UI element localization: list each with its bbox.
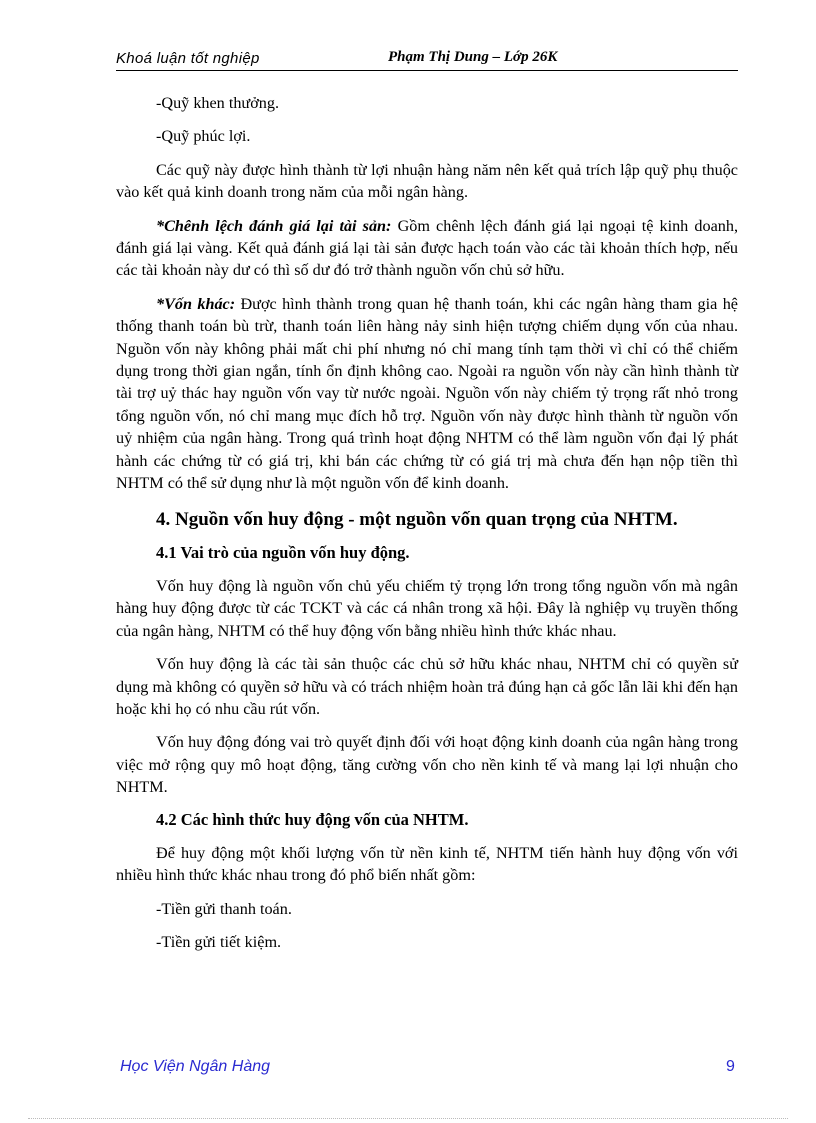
body-paragraph: Các quỹ này được hình thành từ lợi nhuận hàng năm nên kết quả trích lập quỹ phụ thuộc vào kết quả kinh doanh trong năm của mỗi ngân hàng. (116, 160, 738, 202)
section-heading: 4. Nguồn vốn huy động - một nguồn vốn quan trọng của NHTM. (156, 508, 678, 530)
paragraph-text: Gồm chênh lệch đánh giá lại ngoại tệ kinh doanh, đánh giá lại vàng. Kết quả đánh giá lại tài sản được hạch toán vào các tài khoản thích hợp, nếu các tài khoản này dư có thì số dư đó trở thành nguồn vốn chủ sở hữu. (116, 216, 738, 280)
subsection-heading: 4.1 Vai trò của nguồn vốn huy động. (156, 542, 410, 562)
footer-institution: Học Viện Ngân Hàng (120, 1058, 271, 1075)
header-title: Khoá luận tốt nghiệp (116, 50, 260, 67)
paragraph-lead: *Chênh lệch đánh giá lại tài sản: (156, 216, 392, 235)
page-bottom-divider (28, 1118, 788, 1119)
bullet-item: -Tiền gửi thanh toán. (156, 899, 292, 918)
body-paragraph (116, 215, 738, 282)
subsection-heading: 4.2 Các hình thức huy động vốn của NHTM. (156, 809, 469, 829)
header-author: Phạm Thị Dung – Lớp 26K (388, 49, 558, 65)
body-paragraph: Để huy động một khối lượng vốn từ nền kinh tế, NHTM tiến hành huy động vốn với nhiều hình thức khác nhau trong đó phổ biến nhất gồm: (116, 843, 738, 885)
paragraph-lead: *Vốn khác: (156, 294, 236, 313)
page-number: 9 (726, 1058, 735, 1075)
bullet-item: -Quỹ khen thưởng. (156, 94, 279, 112)
body-paragraph: Vốn huy động đóng vai trò quyết định đối với hoạt động kinh doanh của ngân hàng trong việc mở rộng quy mô hoạt động, tăng cường vốn cho nền kinh tế và mang lại lợi nhuận cho NHTM. (116, 733, 738, 797)
body-paragraph (116, 293, 738, 495)
body-paragraph: Vốn huy động là các tài sản thuộc các chủ sở hữu khác nhau, NHTM chỉ có quyền sử dụng mà không có quyền sở hữu và có trách nhiệm hoàn trả đúng hạn cả gốc lẫn lãi khi đến hạn hoặc khi họ có nhu cầu rút vốn. (116, 655, 738, 718)
bullet-item: -Tiền gửi tiết kiệm. (156, 933, 282, 952)
bullet-item: -Quỹ phúc lợi. (156, 127, 251, 146)
body-paragraph: Vốn huy động là nguồn vốn chủ yếu chiếm tỷ trọng lớn trong tổng nguồn vốn mà ngân hàng huy động được từ các TCKT và các cá nhân trong xã hội. Đây là nghiệp vụ truyền thống của ngân hàng, NHTM có thể huy động vốn bằng nhiều hình thức khác nhau. (116, 576, 738, 640)
document-body (116, 92, 738, 954)
page-header (116, 48, 738, 71)
paragraph-text: Được hình thành trong quan hệ thanh toán, khi các ngân hàng tham gia hệ thống thanh toán bù trừ, thanh toán liên hàng nảy sinh hiện tượng chiếm dụng vốn của nhau. Nguồn vốn này không phải mất chi phí nhưng nó chỉ mang tính tạm thời vì chỉ có thể chiếm dụng trong thời gian ngắn, tính ổn định không cao. Ngoài ra nguồn vốn này cần hình thành từ tài trợ uỷ thác hay nguồn vốn vay từ nước ngoài. Nguồn vốn này chiếm tỷ trọng rất nhỏ trong tổng nguồn vốn, nó chỉ mang mục đích hỗ trợ. Nguồn vốn này được hình thành từ nguồn vốn uỷ nhiệm của ngân hàng. Trong quá trình hoạt động NHTM có thể làm nguồn vốn đại lý phát hành các chứng từ có giá trị, khi bán các chứng từ có giá trị mà chưa đến hạn nộp tiền thì NHTM có thể sử dụng như là một nguồn vốn để kinh doanh. (116, 294, 738, 493)
